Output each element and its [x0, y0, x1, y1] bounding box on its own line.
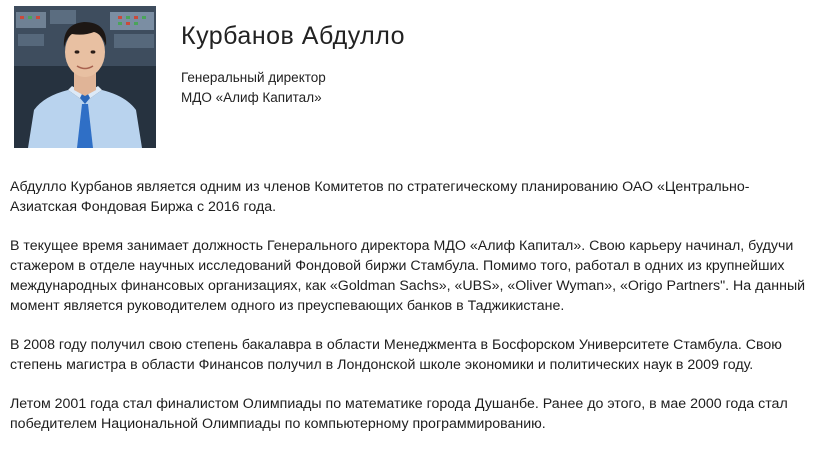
bio-paragraph: В 2008 году получил свою степень бакалавра в области Менеджмента в Босфорском Университете Стамбула. Свою степень магистра в области Финансов получил в Лондонской школе экономики и политических наук в 2009 году. [10, 337, 782, 373]
company-name: МДО «Алиф Капитал» [181, 90, 322, 105]
bio-paragraph: Летом 2001 года стал финалистом Олимпиады по математике города Душанбе. Ранее до этого, в мае 2000 года стал победителем Национальной Олимпиады по компьютерному программированию. [10, 396, 788, 432]
job-title: Генеральный директор [181, 70, 326, 85]
person-name: Курбанов Абдулло [181, 22, 406, 50]
bio-paragraph: В текущее время занимает должность Генерального директора МДО «Алиф Капитал». Свою карьеру начинал, будучи стажером в отделе научных исследований Фондовой биржи Стамбула. Помимо того, работал в одних из крупнейших международных финансовых организациях, как «Goldman Sachs», «UBS», «Oliver Wyman», «Origo Partners". На данный момент является руководителем одного из преуспевающих банков в Таджикистане. [10, 238, 806, 314]
profile-header [0, 0, 826, 160]
profile-photo [14, 6, 156, 148]
biography [10, 177, 816, 453]
job-position [181, 68, 326, 108]
bio-paragraph: Абдулло Курбанов является одним из членов Комитетов по стратегическому планированию ОАО «Центрально-Азиатская Фондовая Биржа с 2016 года. [10, 179, 750, 215]
